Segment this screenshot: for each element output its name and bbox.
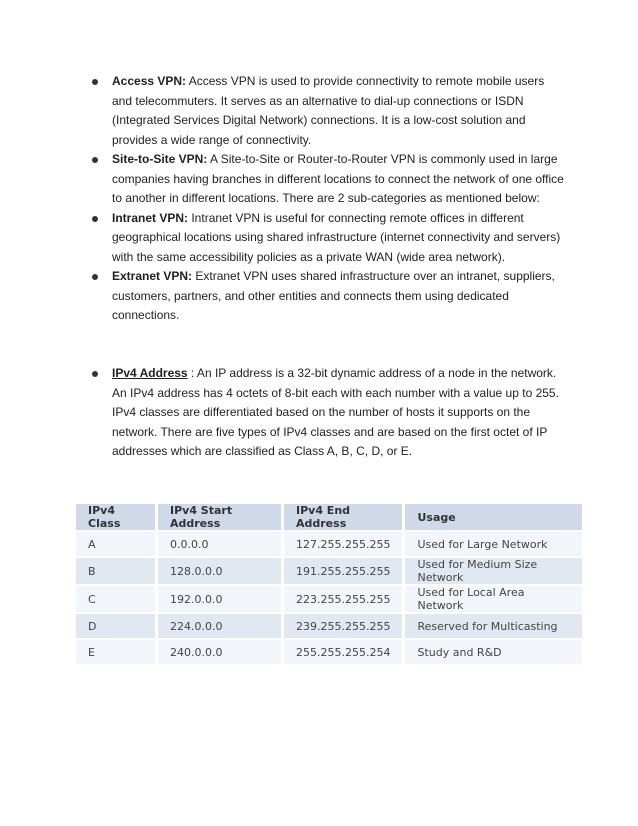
table-cell: 224.0.0.0 [158, 614, 281, 638]
table-cell: Used for Large Network [405, 532, 582, 556]
column-header: Usage [405, 504, 582, 530]
table-row [76, 614, 582, 638]
ipv4-classes-table [73, 502, 585, 666]
table-cell: A [76, 532, 155, 556]
table-cell: 128.0.0.0 [158, 558, 281, 584]
list-item-extranet-vpn [0, 267, 567, 326]
table-cell: 240.0.0.0 [158, 640, 281, 664]
table-row [76, 558, 582, 584]
table-cell: E [76, 640, 155, 664]
table-cell: Used for Local Area Network [405, 586, 582, 612]
table-header-row [76, 504, 582, 530]
list-item-ipv4-address [0, 364, 567, 462]
column-header: IPv4 Start Address [158, 504, 281, 530]
column-header: IPv4 Class [76, 504, 155, 530]
table-cell: Used for Medium Size Network [405, 558, 582, 584]
table-cell: C [76, 586, 155, 612]
term-description: Intranet VPN is useful for connecting remote offices in different geographical locations using shared infrastructure (internet connectivity and servers) with the same accessibility policies as a private WAN (wide area network). [112, 210, 561, 264]
list-item-site-to-site-vpn [0, 150, 567, 209]
term-label: IPv4 Address [112, 366, 188, 380]
table-row [76, 640, 582, 664]
bullet-icon [92, 274, 98, 280]
bullet-icon [92, 371, 98, 377]
bullet-icon [92, 79, 98, 85]
term-description: : An IP address is a 32-bit dynamic address of a node in the network. An IPv4 address has 4 octets of 8-bit each with each number with a value up to 255. IPv4 classes are differentiated based on the number of hosts it supports on the network. There are five types of IPv4 classes and are based on the first octet of IP addresses which are classified as Class A, B, C, D, or E. [112, 366, 559, 458]
table-cell: D [76, 614, 155, 638]
term-label: Extranet VPN: [112, 269, 193, 283]
table-cell: Reserved for Multicasting [405, 614, 582, 638]
term-label: Access VPN: [112, 74, 187, 88]
vpn-types-list [0, 72, 638, 326]
bullet-icon [92, 216, 98, 222]
term-description: Access VPN is used to provide connectivity to remote mobile users and telecommuters. It serves as an alternative to dial-up connections or ISDN (Integrated Services Digital Network) connections. It is a low-cost solution and provides a wide range of connectivity. [112, 74, 545, 147]
term-label: Intranet VPN: [112, 210, 189, 225]
table-cell: 127.255.255.255 [284, 532, 402, 556]
column-header: IPv4 End Address [284, 504, 402, 530]
table-cell: 255.255.255.254 [284, 640, 402, 664]
table-cell: 0.0.0.0 [158, 532, 281, 556]
table-cell: 191.255.255.255 [284, 558, 402, 584]
term-description: A Site-to-Site or Router-to-Router VPN is commonly used in large companies having branches in different locations to connect the network of one office to another in different locations. There are 2 sub-categories as mentioned below: [112, 152, 564, 205]
ipv4-list [0, 364, 638, 462]
table-cell: 239.255.255.255 [284, 614, 402, 638]
list-item-intranet-vpn [0, 209, 567, 268]
term-description: Extranet VPN uses shared infrastructure over an intranet, suppliers, customers, partners, and other entities and connects them using dedicated connections. [112, 269, 555, 322]
term-label: Site-to-Site VPN: [112, 152, 208, 166]
table-cell: Study and R&D [405, 640, 582, 664]
table-row [76, 586, 582, 612]
table-row [76, 532, 582, 556]
table-cell: 223.255.255.255 [284, 586, 402, 612]
table-cell: B [76, 558, 155, 584]
table-cell: 192.0.0.0 [158, 586, 281, 612]
list-item-access-vpn [0, 72, 567, 150]
bullet-icon [92, 157, 98, 163]
